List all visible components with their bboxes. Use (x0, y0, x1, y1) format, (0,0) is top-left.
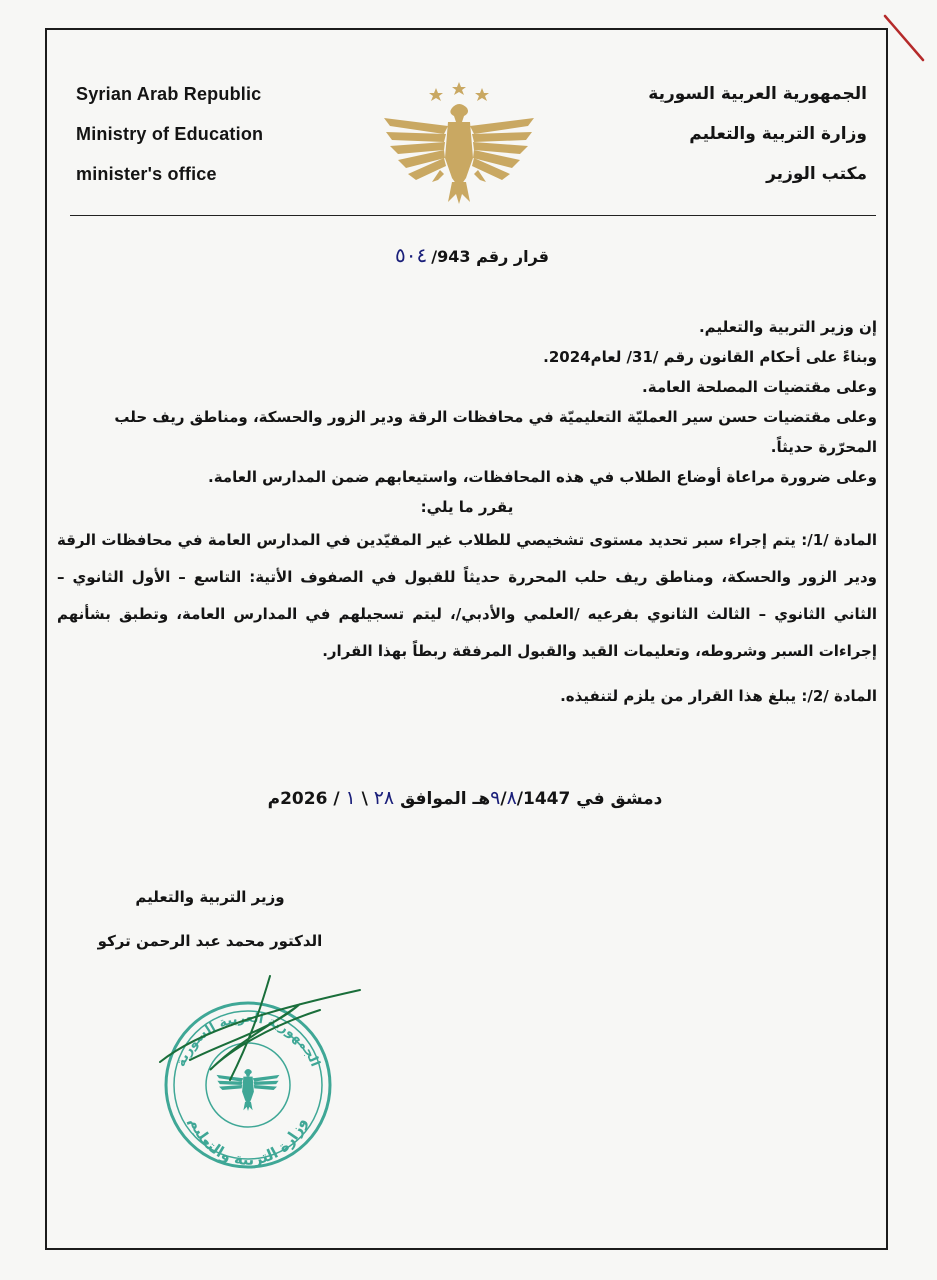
stamp-text-top: الجمهورية العربية السورية (173, 1010, 323, 1069)
article-1 (57, 522, 877, 670)
date-hijri-month: ٨ (506, 787, 517, 809)
date-greg-day: ٢٨ (373, 787, 395, 809)
header-en-country: Syrian Arab Republic (76, 84, 262, 104)
header-ar-office: مكتب الوزير (766, 164, 867, 184)
header-divider (70, 215, 876, 216)
header-en-ministry: Ministry of Education (76, 124, 264, 144)
date-hijri-year: /1447هـ الموافق (400, 789, 571, 809)
signatory-name: الدكتور محمد عبد الرحمن تركو (97, 932, 323, 950)
header-en-office: minister's office (76, 164, 217, 184)
preamble-line: وعلى ضرورة مراعاة أوضاع الطلاب في هذه المحافظات، واستيعابهم ضمن المدارس العامة. (208, 468, 877, 486)
svg-text:وزارة التربية والتعليم (186, 1115, 310, 1168)
date-hijri-day: ٩ (490, 787, 501, 809)
stamp-text-bottom: وزارة التربية والتعليم (186, 1115, 310, 1169)
header-ar-country: الجمهورية العربية السورية (648, 84, 867, 104)
signatory-title: وزير التربية والتعليم (135, 888, 285, 906)
date-prefix: دمشق في (576, 789, 663, 809)
issue-date: دمشق في ٩/٨/1447هـ الموافق ٢٨ \ ١ / 2026م (267, 787, 663, 809)
decision-handwritten-number: ٥٠٤ (395, 243, 428, 267)
article-2-label: المادة /2/: (801, 687, 877, 705)
article-2-text: يبلغ هذا القرار من يلزم لتنفيذه. (560, 687, 797, 705)
decision-number (300, 240, 640, 270)
preamble-line: وعلى مقتضيات المصلحة العامة. (642, 378, 877, 396)
decides-heading: يقرر ما يلي: (420, 498, 514, 516)
article-1-label: المادة /1/: (801, 531, 877, 549)
document-body (57, 312, 877, 715)
preamble-line: إن وزير التربية والتعليم. (698, 318, 877, 336)
header-arabic (607, 84, 867, 204)
header-ar-ministry: وزارة التربية والتعليم (689, 124, 867, 144)
ministry-stamp-icon (120, 970, 370, 1180)
corner-pen-mark (883, 14, 927, 64)
article-2 (57, 678, 877, 715)
decision-number-suffix: /943 (431, 247, 471, 266)
article-1-text: يتم إجراء سبر تحديد مستوى تشخيصي للطلاب غير المقيّدين في المدارس العامة في محافظات الرقة ودير الزور والحسكة، ومناطق ريف حلب المحررة حديثاً للقبول في الصفوف الأتية: التاسع – الأول الثانوي – الثاني الثانوي – الثالث الثانوي بفرعيه /العلمي والأدبي/، ليتم تسجيلهم في المدارس العامة، وتطبق بشأنهم إجراءات السبر وشروطه، وتعليمات القيد والقبول المرفقة ربطاً بهذا القرار. (57, 531, 877, 660)
preamble-line: وعلى مقتضيات حسن سير العمليّة التعليميّة في محافظات الرقة ودير الزور والحسكة، ومناطق ريف حلب المحرّرة حديثاً. (114, 408, 877, 456)
eagle-emblem-icon (378, 78, 540, 206)
header-english (76, 84, 336, 204)
preamble-line: وبناءً على أحكام القانون رقم /31/ لعام2024. (543, 348, 877, 366)
decision-label: قرار رقم (476, 247, 549, 266)
date-greg-month: ١ (345, 787, 356, 809)
date-greg-year: 2026م (267, 789, 328, 809)
